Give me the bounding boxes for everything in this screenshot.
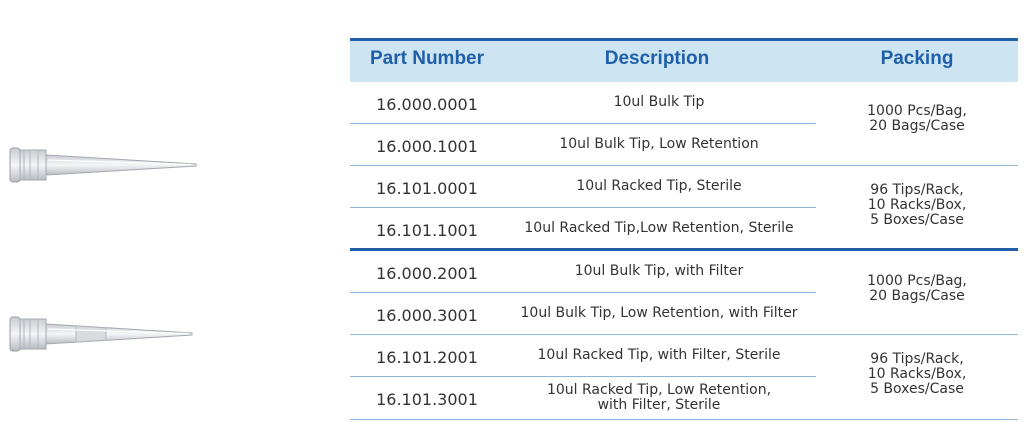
row-divider [350,165,1018,166]
table-header [350,38,1018,82]
description-cell: 10ul Racked Tip, Sterile [576,178,742,194]
description-cell: 10ul Bulk Tip, with Filter [574,263,744,279]
part-number-cell: 16.000.3001 [376,306,478,325]
row-divider [350,123,816,124]
description-cell: 10ul Bulk Tip, Low Retention, with Filter [520,305,798,321]
part-number-cell: 16.101.0001 [376,179,478,198]
description-cell: 10ul Racked Tip, with Filter, Sterile [537,347,781,363]
row-divider [350,292,816,293]
part-number-cell: 16.101.2001 [376,348,478,367]
filter-pipette-tip-image [6,314,202,354]
group-divider [350,248,1018,251]
header-description: Description [604,48,710,69]
part-number-cell: 16.000.2001 [376,264,478,283]
packing-cell: 96 Tips/Rack, 10 Racks/Box, 5 Boxes/Case [867,182,967,228]
part-number-cell: 16.000.1001 [376,137,478,156]
description-cell: 10ul Racked Tip, Low Retention, with Filter, Sterile [546,382,772,413]
table-bottom-rule [350,419,1018,420]
row-divider [350,207,816,208]
row-divider [350,334,1018,335]
pipette-tip-image [6,145,202,185]
description-cell: 10ul Bulk Tip [613,94,705,110]
header-part-number: Part Number [369,48,485,69]
packing-cell: 1000 Pcs/Bag, 20 Bags/Case [867,273,967,304]
part-number-cell: 16.000.0001 [376,95,478,114]
description-cell: 10ul Bulk Tip, Low Retention [559,136,759,152]
row-divider [350,376,816,377]
part-number-cell: 16.101.1001 [376,221,478,240]
description-cell: 10ul Racked Tip,Low Retention, Sterile [524,220,794,236]
product-table [350,38,1018,422]
part-number-cell: 16.101.3001 [376,390,478,409]
packing-cell: 1000 Pcs/Bag, 20 Bags/Case [867,103,967,134]
header-packing: Packing [880,48,954,69]
packing-cell: 96 Tips/Rack, 10 Racks/Box, 5 Boxes/Case [867,351,967,397]
